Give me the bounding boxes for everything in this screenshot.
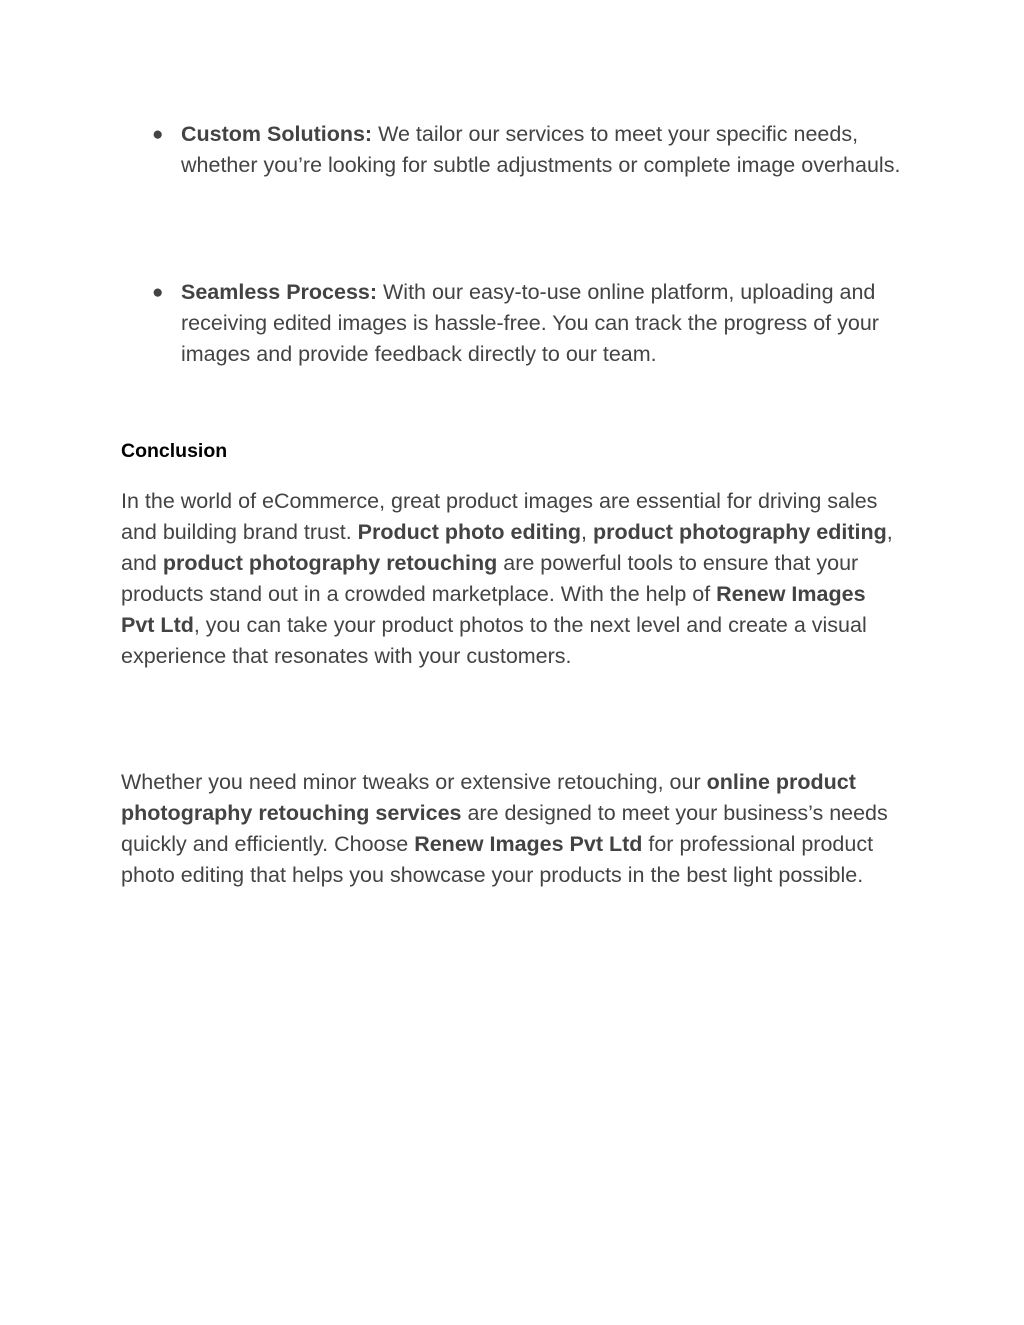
conclusion-paragraph-1	[121, 486, 896, 672]
text-run: In the world of eCommerce, great product images are essential for driving sales and building brand trust.	[121, 489, 878, 544]
bold-keyword: online product photography retouching services	[121, 770, 856, 825]
text-run: , and	[121, 520, 893, 575]
company-name: Renew Images Pvt Ltd	[121, 582, 866, 637]
text-run: are designed to meet your business’s needs quickly and efficiently. Choose	[121, 801, 888, 856]
bullet-body: With our easy-to-use online platform, uploading and receiving edited images is hassle-free. You can track the progress of your images and provide feedback directly to our team.	[181, 280, 879, 366]
bullet-marker: ●	[152, 124, 164, 145]
text-run: , you can take your product photos to the next level and create a visual experience that resonates with your customers.	[121, 613, 867, 668]
text-run: ,	[581, 520, 593, 544]
conclusion-heading: Conclusion	[121, 440, 228, 462]
bullet-label: Seamless Process:	[181, 280, 378, 304]
text-run: are powerful tools to ensure that your products stand out in a crowded marketplace. With the help of	[121, 551, 859, 606]
bold-keyword: product photography retouching	[162, 551, 498, 575]
text-run: Whether you need minor tweaks or extensive retouching, our	[121, 770, 707, 794]
bullet-body: We tailor our services to meet your specific needs, whether you’re looking for subtle adjustments or complete image overhauls.	[181, 122, 901, 177]
bullet-text	[181, 119, 901, 181]
bullet-label: Custom Solutions:	[181, 122, 373, 146]
bullet-text	[181, 277, 901, 370]
conclusion-paragraph-2	[121, 767, 896, 891]
text-run: for professional product photo editing that helps you showcase your products in the best light possible.	[121, 832, 874, 887]
bold-keyword: Product photo editing	[357, 520, 581, 544]
bold-keyword: product photography editing	[592, 520, 887, 544]
bullet-marker: ●	[152, 282, 164, 303]
company-name: Renew Images Pvt Ltd	[414, 832, 643, 856]
